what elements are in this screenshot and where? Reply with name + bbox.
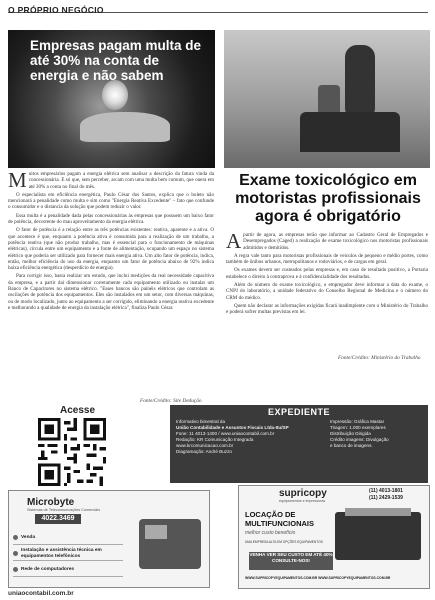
article2-body	[226, 232, 428, 354]
supricopy-headline: LOCAÇÃO DE MULTIFUNCIONAIS	[245, 510, 315, 528]
expediente-line: Diagramação: André Buzzo	[176, 449, 232, 455]
expediente-line: Crédito imagens: Divulgação	[330, 437, 389, 443]
microscope-icon	[345, 45, 375, 120]
expediente-line[interactable]: Fone: 11 4013-1400 / www.uniaocontabil.com.br	[176, 431, 275, 437]
expediente-title: EXPEDIENTE	[267, 407, 330, 417]
article2-paragraph: Além do número do exame toxicológico, o empregador deve informar a data do exame, o CNPJ do laboratório, a unidade federativo do Conselho Regional de Medicina e o número do CRM do médico.	[226, 282, 428, 301]
expediente-line: Redação: KR Comunicação Integrada	[176, 437, 254, 443]
qr-code-icon[interactable]	[38, 418, 106, 486]
microscope-base	[300, 112, 400, 152]
expediente-box	[170, 405, 428, 483]
expediente-line: e banco de imagens.	[330, 443, 373, 449]
article1-paragraph: O fator de potência é a relação entre as três potências existentes: reativa, aparente e a ativa. O que acontece é que, enquanto a potência ativa é consumida para a realização de um trabalho, a potência reativa (que não produz trabalho, mas é essencial para o funcionamento de máquinas elétricas), circula entre um equipamento e a fonte de alimentação, ocupando um espaço no sistema elétrico que poderia ser utilizado para fornecer mais energia ativa. Um alto fator de potência, indica, então, melhor eficiência do uso da energia, enquanto um fator de potência abaixo de 92% indica baixa eficiência energética (desperdício de energia).	[8, 227, 214, 272]
article2-paragraph: Os exames devem ser custeados pelas empresas e, em caso de resultado positivo, a Portaria estabelece o direito à contraprova e à confidencialidade dos resultados.	[226, 267, 428, 280]
article1-dropcap: M	[8, 171, 27, 192]
expediente-line: União Contabilidade e Assuntos Fiscais Ltda-Itu/SP	[176, 425, 289, 431]
section-title: O PRÓPRIO NEGÓCIO	[8, 5, 104, 15]
article1-paragraph: uitos empresários pagam a energia elétrica sem analisar a descrição da fatura vinda da concessionária. E só que, sem perceber, arcam com uma multa bem comum, que onera em até 30% a conta no final do mês.	[28, 171, 214, 190]
expediente-line: Impressão: Gráfica Mastar	[330, 419, 385, 424]
article2-paragraph: partir de agora, as empresas terão que informar ao Cadastro Geral de Empregados e Desempregados (Caged) a realização de exame toxicológico nos motoristas profissionais admitidos e demitidos.	[243, 232, 428, 251]
article2-paragraph: A regra vale tanto para motoristas profissionais de veículos de pequeno e médio portes, como também de ônibus urbanos, metropolitanos e rodoviários, e de cargas em geral.	[226, 252, 428, 266]
bullet-icon	[13, 551, 18, 556]
service-label: Instalação e assistência técnica em equipamentos telefônicos	[21, 547, 102, 559]
acesse-label: Acesse	[60, 405, 96, 416]
printer-icon	[335, 512, 421, 560]
bullet-icon	[13, 535, 18, 540]
desk-phone-icon	[139, 519, 201, 569]
light-bulb-icon	[102, 80, 128, 110]
microbyte-ad[interactable]	[8, 490, 210, 588]
expediente-publisher-info	[176, 419, 316, 456]
supricopy-cta: VENHA VER SEU CUSTO EM ATÉ 40% CONSULTE-NOS!	[249, 552, 333, 570]
supricopy-subtitle: melhor custo benefício	[245, 530, 296, 536]
article2-credit: Fonte/Crédito: Ministério do Trabalho	[338, 355, 421, 361]
microbyte-phone: 4022.3469	[35, 514, 81, 524]
article1-paragraph: Essa multa é a penalidade dada pelas concessionárias às empresas que possuem um baixo fator de potência, decorrente do mau aproveitamento da energia elétrica.	[8, 212, 214, 226]
microbyte-services	[13, 531, 123, 579]
article1-body	[8, 171, 214, 396]
service-item	[13, 547, 123, 561]
expediente-line: Tiragem: 1.000 exemplares	[330, 425, 386, 431]
article1-headline: Empresas pagam multa de até 30% na conta de energia e não sabem	[30, 38, 202, 83]
supricopy-ad[interactable]	[238, 485, 430, 589]
microbyte-tagline: Sistemas de Telecomunicações Comerciais	[27, 508, 101, 512]
expediente-line[interactable]: www.krcomunicacao.com.br	[176, 443, 234, 449]
article2-paragraph: Quem não declarar as informações exigidas ficará inadimplente com o Ministério do Trabalho e poderá sofrer multas previstas em lei.	[226, 302, 428, 316]
supricopy-tagline: equipamentos e impressoras	[279, 499, 326, 503]
article1-paragraph: O especialista em eficiência energética, Paulo César dos Santos, explica que o boleto não mencionará a penalidade como multa e sim como "Energia Reativa Excedente" – fato que confunde o consumidor e o distancia da solução que podem reduzir o valor.	[8, 191, 214, 211]
article1-paragraph: Para corrigir isso, basta realizar um estudo, que inclui medições da real necessidade capacitiva da empresa, e a partir daí dimensionar corretamente cada equipamento utilizado ou instalar um Banco de Capacitores no sistema elétrico. "Esses bancos são painéis elétricos que controlam as oscilações de potência dos equipamentos. Eles são instalados em um setor, com diversas máquinas, ou de modo localizado, junto ao equipamento a ser corrigido, eliminando a energia reativa excedente e melhorando a qualidade de energia da instalação elétrica", finaliza Paulo César.	[8, 273, 214, 311]
article2-headline: Exame toxicológico em motoristas profissionais agora é obrigatório	[235, 172, 421, 225]
microbyte-logo: Microbyte	[27, 497, 75, 508]
expediente-line: Distribuição Dirigida	[330, 431, 371, 437]
hand-shape	[80, 112, 170, 142]
supricopy-phone-1: (11) 4013-1801	[369, 488, 403, 494]
expediente-line: Informativo bimestral da	[176, 419, 226, 424]
supricopy-strip: UMA EMPRESA ALTA EM OPÇÕES EQUIPAMENTOS	[245, 540, 323, 544]
supricopy-phone-2: (11) 2429-1539	[369, 495, 403, 501]
article1-credit: Fonte/Crédito: Site Dedução	[140, 398, 202, 404]
expediente-print-info	[330, 419, 425, 449]
article2-dropcap: A	[226, 232, 242, 253]
supricopy-footer[interactable]: WWW.SUPRICOPYEQUIPAMENTOS.COM.BR WWW.SUPRICOPYEQUIPAMENTOS.COM.BR	[245, 576, 391, 580]
service-item	[13, 531, 123, 545]
footer-url[interactable]: uniaocontabil.com.br	[8, 590, 74, 597]
service-item	[13, 563, 123, 577]
supricopy-logo: supricopy	[279, 488, 327, 499]
service-label: Venda	[21, 534, 36, 540]
service-label: Rede de computadores	[21, 566, 75, 572]
bullet-icon	[13, 567, 18, 572]
section-header	[8, 0, 428, 13]
